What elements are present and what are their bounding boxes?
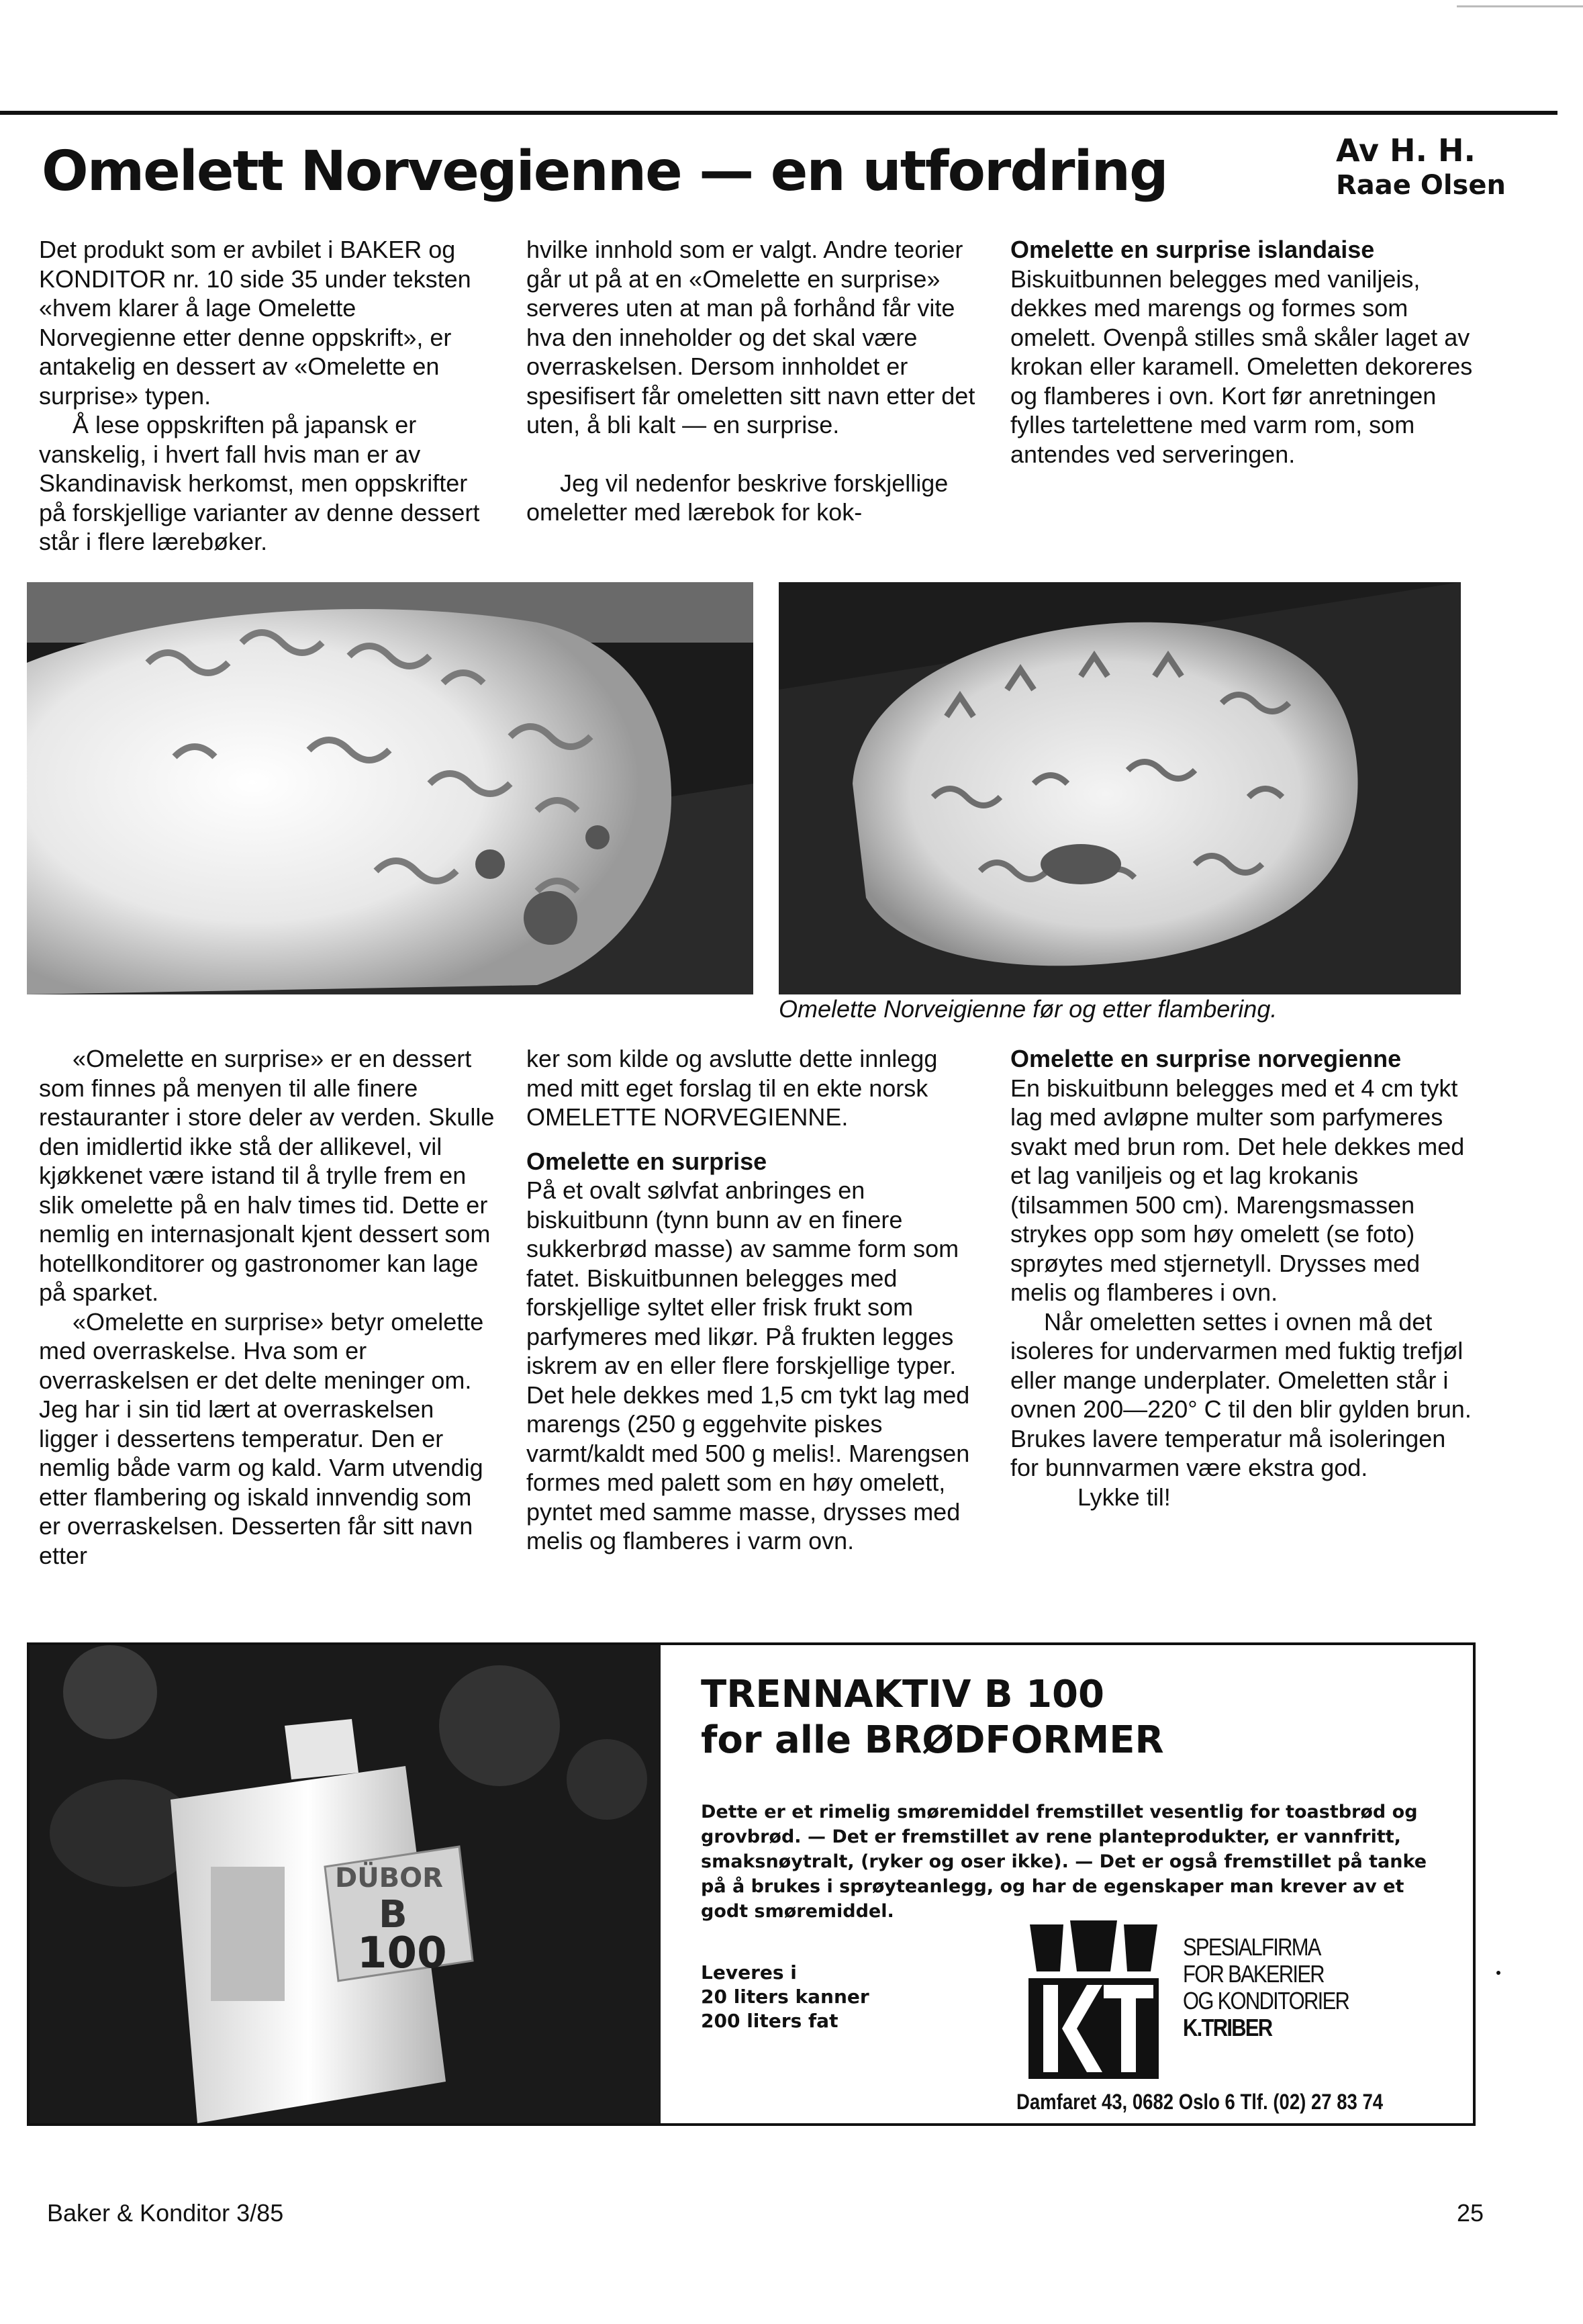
footer-publication: Baker & Konditor 3/85	[47, 2199, 284, 2227]
paragraph: «Omelette en surprise» betyr omelette med overraskelse. Hva som er overraskelsen er det delte meninger om. Jeg har i sin tid lært at overraskelsen ligger i dessertens temperatur. Den er nemlig både varm og kald. Varm utvendig etter flambering og iskald innvendig som er overraskelsen. Desserten får sitt navn etter	[39, 1307, 484, 1569]
section-heading: Omelette en surprise islandaise	[1010, 236, 1375, 263]
delivery-line-1: Leveres i	[701, 1961, 797, 1984]
paragraph: På et ovalt sølvfat anbringes en biskuitbunn (tynn bunn av en finere sukkerbrød masse) av samme form som fatet. Biskuitbunnen belegges med forskjellige syltet eller frisk frukt som parfymeres med likør. På frukten legges iskrem av en eller flere forskjellige typer. Det hele dekkes med 1,5 cm tykt lag med marengs (250 g eggehvite piskes varmt/kaldt med 500 g melis!. Marengsen formes med palett som en høy omelett, pyntet med samme masse, drysses med melis og flamberes i varm ovn.	[526, 1176, 970, 1554]
ad-body-text: Dette er et rimelig smøremiddel fremstillet vesentlig for toastbrød og grovbrød. — Det er fremstillet av rene planteprodukter, er vannfritt, smaksnøytralt, (ryker og oser ikke). — Det er også fremstillet på tanke på å brukes i sprøyteanlegg, og har de egenskaper man krever av et godt smøremiddel.	[701, 1802, 1427, 1922]
photo-caption: Omelette Norveigienne før og etter flambering.	[779, 995, 1278, 1023]
paragraph: En biskuitbunn belegges med et 4 cm tykt lag med avløpne multer som parfymeres svakt med brun rom. Det hele dekkes med et lag vaniljeis og et lag krokanis (tilsammen 500 cm). Marengsmassen strykes opp som høy omelett (se foto) sprøytes med stjernetyll. Drysses med melis og flamberes i ovn.	[1010, 1074, 1465, 1306]
photo-omelette-before-flambe	[27, 582, 753, 994]
paragraph: ker som kilde og avslutte dette innlegg med mitt eget forslag til en ekte norsk OMELETTE NORVEGIENNE.	[526, 1045, 938, 1131]
bottom-column-3	[1010, 1044, 1474, 1512]
top-column-3	[1010, 235, 1480, 469]
section-heading: Omelette en surprise	[526, 1147, 767, 1175]
page-number: 25	[1457, 2199, 1484, 2227]
product-b-text: B	[379, 1893, 407, 1937]
photo-omelette-after-flambe	[779, 582, 1461, 994]
kt-logo	[1023, 1918, 1164, 2084]
ad-product-photo	[30, 1645, 661, 2123]
article-headline: Omelett Norvegienne — en utfordring	[42, 140, 1167, 203]
kt-logo-mark	[1023, 1918, 1164, 2084]
advertisement	[27, 1642, 1476, 2126]
ad-delivery-info	[701, 1961, 869, 2033]
paragraph: Jeg vil nedenfor beskrive forskjellige omeletter med lærebok for kok-	[526, 469, 949, 526]
top-rule	[0, 111, 1557, 115]
firm-line-4: K.TRIBER	[1183, 2014, 1272, 2041]
ad-title	[701, 1672, 1164, 1763]
bottom-column-1	[39, 1044, 495, 1570]
firm-line-2: FOR BAKERIER	[1183, 1960, 1324, 1988]
byline-line-1: Av H. H.	[1336, 132, 1476, 169]
firm-line-3: OG KONDITORIER	[1183, 1987, 1349, 2014]
product-number-text: 100	[357, 1928, 447, 1978]
paragraph: Når omeletten settes i ovnen må det isoleres for undervarmen med fuktig trefjøl eller mange underplater. Omeletten står i ovnen 200—220° C til den blir gylden brun. Brukes lavere temperatur må isoleringen for bunnvarmen være ekstra god.	[1010, 1307, 1472, 1481]
top-column-1	[39, 235, 495, 557]
paragraph: Biskuitbunnen belegges med vaniljeis, dekkes med marengs og formes som omelett. Ovenpå stilles små skåler laget av krokan eller karamell. Omeletten dekoreres og flamberes i ovn. Kort før anretningen fylles tartelettene med varm rom, som antendes ved serveringen.	[1010, 265, 1473, 468]
ad-title-line-1: TRENNAKTIV B 100	[701, 1673, 1104, 1716]
firm-address: Damfaret 43, 0682 Oslo 6 Tlf. (02) 27 83 74	[1016, 2090, 1384, 2114]
firm-line-1: SPESIALFIRMA	[1183, 1933, 1321, 1961]
paragraph: hvilke innhold som er valgt. Andre teorier går ut på at en «Omelette en surprise» serveres uten at man på forhånd får vite hva den inneholder og det skal være overraskelsen. Dersom innholdet er spesifisert får omeletten sitt navn etter det uten, å bli kalt — en surprise.	[526, 236, 975, 438]
stray-dot	[1496, 1971, 1500, 1975]
photo-after-image	[779, 582, 1461, 994]
paragraph: Å lese oppskriften på japansk er vanskelig, i hvert fall hvis man er av Skandinavisk herkomst, men oppskrifter på forskjellige varianter av denne dessert står i flere lærebøker.	[39, 411, 480, 555]
paragraph: Det produkt som er avbilet i BAKER og KONDITOR nr. 10 side 35 under teksten «hvem klarer å lage Omelette Norvegienne etter denne oppskrift», er antakelig en dessert av «Omelette en surprise» typen.	[39, 236, 471, 410]
firm-name	[1183, 1934, 1349, 2041]
delivery-line-2: 20 liters kanner	[701, 1986, 869, 2008]
paragraph: «Omelette en surprise» er en dessert som finnes på menyen til alle finere restauranter i store deler av verden. Skulle den imidlertid ikke stå der allikevel, vil kjøkkenet være istand til å trylle frem en slik omelette på en halv times tid. Dette er nemlig en internasjonalt kjent dessert som hotellkonditorer og gastronomer kan lage på sparket.	[39, 1045, 495, 1306]
section-heading: Omelette en surprise norvegienne	[1010, 1045, 1402, 1072]
sign-off: Lykke til!	[1077, 1483, 1171, 1511]
byline-line-2: Raae Olsen	[1336, 170, 1506, 201]
delivery-line-3: 200 liters fat	[701, 2010, 838, 2032]
bottom-column-2	[526, 1044, 983, 1556]
ad-title-line-2: for alle BRØDFORMER	[701, 1718, 1164, 1762]
product-canister-image	[30, 1645, 661, 2123]
top-column-2	[526, 235, 976, 527]
photo-before-image	[27, 582, 753, 994]
corner-rule	[1457, 5, 1583, 7]
byline	[1336, 133, 1506, 203]
product-brand-text: DÜBOR	[335, 1863, 443, 1894]
